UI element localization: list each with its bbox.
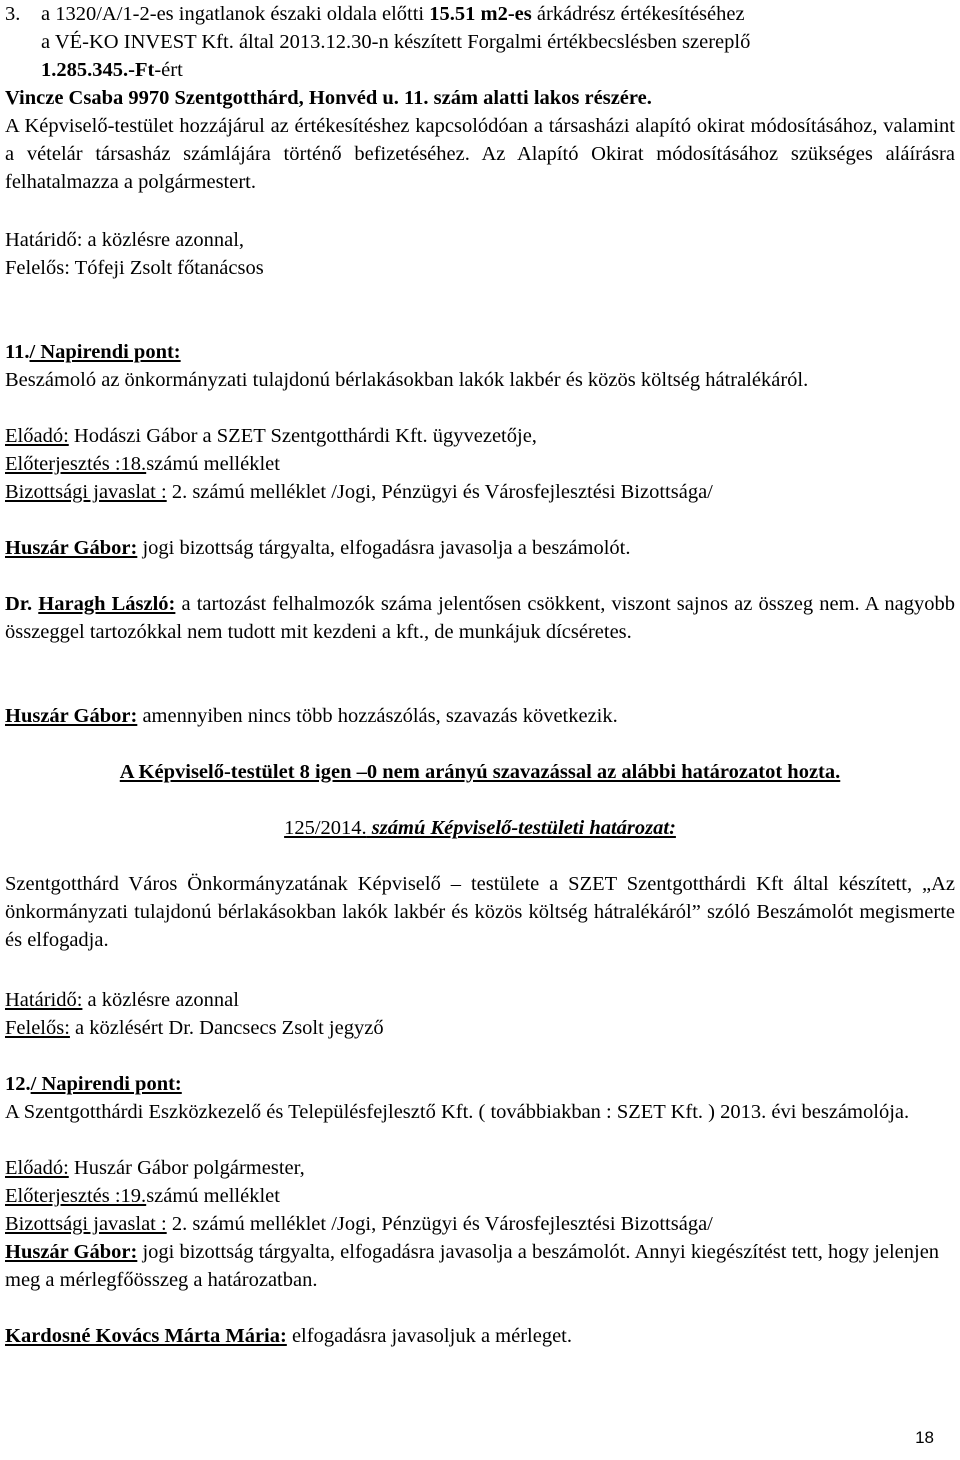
item-3-line-1: a 1320/A/1-2-es ingatlanok északi oldala előtti 15.51 m2-es árkádrész értékesítéséhez [41,3,745,25]
agenda-11-committee: Bizottsági javaslat : 2. számú melléklet /Jogi, Pénzügyi és Városfejlesztési Bizottsága/ [5,481,713,503]
agenda-12-title: A Szentgotthárdi Eszközkezelő és Településfejlesztő Kft. ( továbbiakban : SZET Kft. ) 2013. évi beszámolója. [5,1101,910,1123]
agenda-11-presenter: Előadó: Hodászi Gábor a SZET Szentgotthárdi Kft. ügyvezetője, [5,425,537,447]
buyer-line: Vincze Csaba 9970 Szentgotthárd, Honvéd u. 11. szám alatti lakos részére. [5,87,652,109]
agenda-12-presenter: Előadó: Huszár Gábor polgármester, [5,1157,305,1179]
item-3-body [5,0,955,84]
vote-result: A Képviselő-testület 8 igen –0 nem arányú szavazással az alábbi határozatot hozta. [119,761,841,783]
resolution-title: 125/2014. számú Képviselő-testületi határozat: [284,817,676,839]
speaker-name: Huszár Gábor: [5,705,138,727]
item-3-line-3: 1.285.345.-Ft-ért [41,59,183,81]
agenda-11-statement-3: Huszár Gábor: amennyiben nincs több hozzászólás, szavazás következik. [5,705,618,727]
resolution-responsible: Felelős: a közlésért Dr. Dancsecs Zsolt jegyző [5,1017,384,1039]
agenda-11-title: Beszámoló az önkormányzati tulajdonú bérlakásokban lakók lakbér és közös költség hátralékáról. [5,369,809,391]
resolution-text: Szentgotthárd Város Önkormányzatának Képviselő – testülete a SZET Szentgotthárdi Kft által készített, „Az önkormányzati tulajdonú bérlakásokban lakók lakbér és közös költség hátralékáról” szóló Beszámolót megismerte és elfogadja. [5,873,955,951]
item-number: 3. [5,3,21,25]
speaker-name: Kardosné Kovács Márta Mária: [5,1325,287,1347]
agenda-11-statement-1: Huszár Gábor: jogi bizottság tárgyalta, elfogadásra javasolja a beszámolót. [5,537,631,559]
consent-paragraph: A Képviselő-testület hozzájárul az értékesítéshez kapcsolódóan a társasházi alapító okirat módosításához, valamint a vételár társasház számlájára történő befizetéséhez. Az Alapító Okirat módosításához szükséges aláírásra felhatalmazza a polgármestert. [5,115,955,193]
item-3-deadline: Határidő: a közlésre azonnal, [5,229,245,251]
decision-item-3 [5,0,955,84]
agenda-12-committee: Bizottsági javaslat : 2. számú melléklet /Jogi, Pénzügyi és Városfejlesztési Bizottsága/ [5,1213,713,1235]
speaker-name: Huszár Gábor: [5,1241,138,1263]
agenda-11-statement-2: Dr. Haragh László: a tartozást felhalmozók száma jelentősen csökkent, viszont sajnos az összeg nem. A nagyobb összeggel tartozókkal nem tudott mit kezdeni a kft., de munkájuk dícséretes. [5,593,956,643]
agenda-12-submission: Előterjesztés :19.számú melléklet [5,1185,280,1207]
item-3-line-2: a VÉ-KO INVEST Kft. által 2013.12.30-n készített Forgalmi értékbecslésben szereplő [41,31,751,53]
speaker-name: Haragh László: [38,593,176,615]
resolution-deadline: Határidő: a közlésre azonnal [5,989,239,1011]
agenda-12-statement-1: Huszár Gábor: jogi bizottság tárgyalta, elfogadásra javasolja a beszámolót. Annyi kiegészítést tett, hogy jelenjen meg a mérlegfőösszeg a határozatban. [5,1241,940,1291]
item-3-responsible: Felelős: Tófeji Zsolt főtanácsos [5,257,264,279]
agenda-11-submission: Előterjesztés :18.számú melléklet [5,453,280,475]
agenda-12-statement-2: Kardosné Kovács Márta Mária: elfogadásra javasoljuk a mérleget. [5,1325,572,1347]
speaker-name: Huszár Gábor: [5,537,138,559]
page-number: 18 [915,1428,934,1447]
agenda-11-heading: 11./ Napirendi pont: [5,341,181,363]
agenda-12-heading: 12./ Napirendi pont: [5,1073,182,1095]
